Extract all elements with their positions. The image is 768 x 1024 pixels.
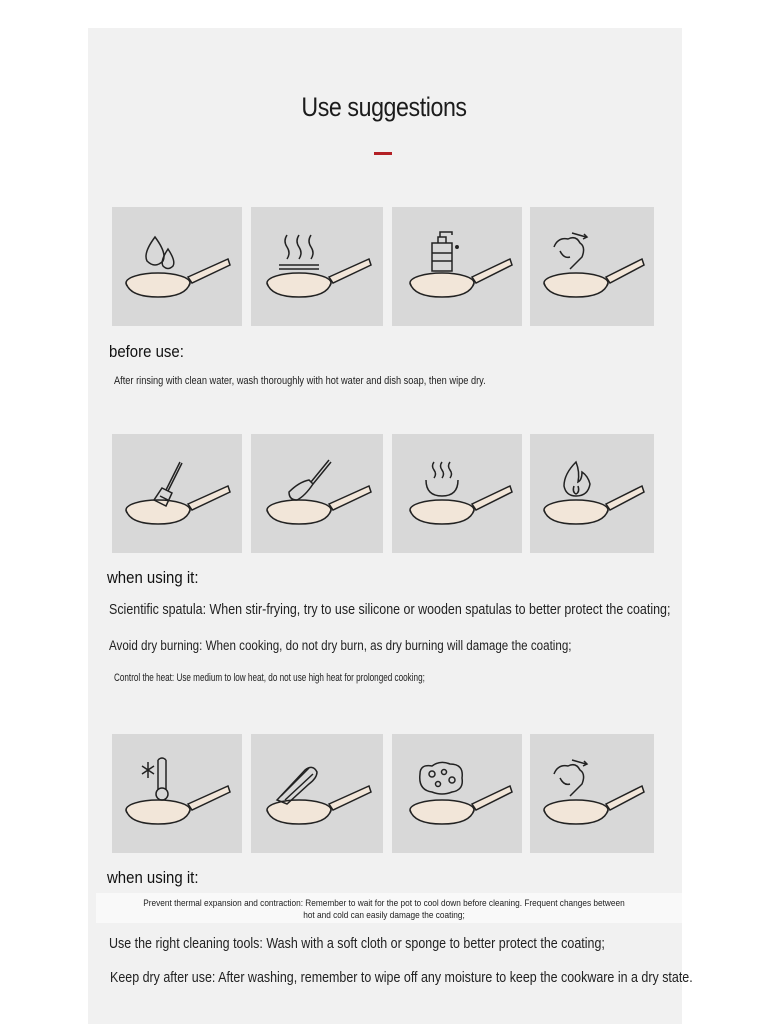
dry-burning-tip-line: Avoid dry burning: When cooking, do not dry burn, as dry burning will damage the coating;: [109, 638, 572, 653]
section-heading-before-use: before use:: [109, 342, 184, 361]
thermal-tip-line: Prevent thermal expansion and contraction: Remember to wait for the pot to cool down before cleaning. Frequent changes between hot and cold can easily damage the coating;: [143, 898, 625, 920]
cleaning-tools-tip-line: Use the right cleaning tools: Wash with a soft cloth or sponge to better protect the coating;: [109, 936, 605, 952]
water-drops-pan-icon: [112, 207, 242, 326]
flame-pan-icon: [530, 434, 654, 553]
before-use-line: After rinsing with clean water, wash thoroughly with hot water and dish soap, then wipe dry.: [114, 375, 486, 387]
wooden-spatula-pan-icon: [251, 434, 383, 553]
steam-pan-icon: [251, 207, 383, 326]
heat-control-tip-line: Control the heat: Use medium to low heat, do not use high heat for prolonged cooking;: [114, 672, 425, 684]
spatula-pan-icon: [112, 434, 242, 553]
dish-soap-pan-icon: [392, 207, 522, 326]
keep-dry-tip-line: Keep dry after use: After washing, remember to wipe off any moisture to keep the cookware in a dry state.: [110, 970, 693, 986]
section-heading-when-using: when using it:: [107, 568, 199, 587]
page-title: Use suggestions: [301, 92, 467, 122]
cloth-pan-icon: [251, 734, 383, 853]
title-accent-bar: [374, 152, 392, 155]
section-heading-when-using-cleaning: when using it:: [107, 868, 199, 887]
sponge-pan-icon: [392, 734, 522, 853]
thermometer-pan-icon: [112, 734, 242, 853]
spatula-tip-line: Scientific spatula: When stir-frying, try to use silicone or wooden spatulas to better protect the coating;: [109, 602, 671, 618]
hand-wipe-pan-icon: [530, 734, 654, 853]
hand-wipe-pan-icon: [530, 207, 654, 326]
heat-pan-icon: [392, 434, 522, 553]
